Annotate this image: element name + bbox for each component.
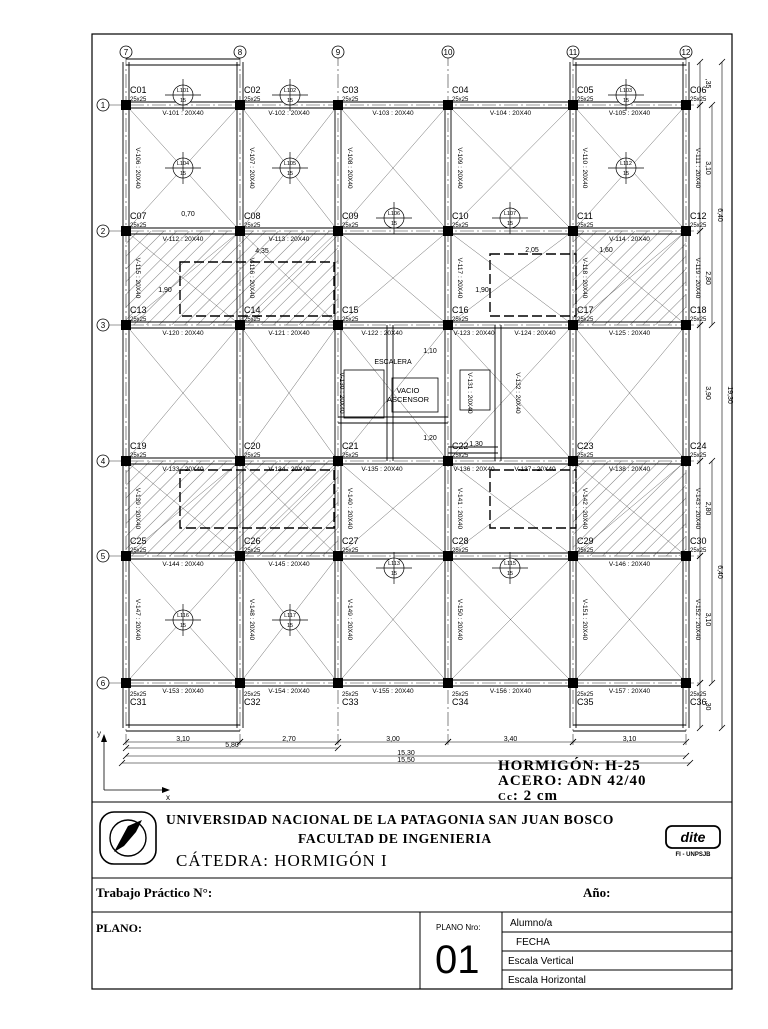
beam-label: V-125 : 20X40 [608, 330, 651, 337]
axis-label: 2 [100, 227, 106, 236]
column-id: C12 [690, 211, 707, 221]
column-size: 25x25 [244, 97, 261, 103]
axis-x-label: x [166, 793, 170, 802]
column-id: C02 [244, 85, 261, 95]
column-size: 25x25 [244, 548, 261, 554]
column-id: C32 [244, 697, 261, 707]
column-id: C05 [577, 85, 594, 95]
slab-id: L102 [283, 88, 297, 94]
axis-label: 11 [568, 48, 578, 57]
column-size: 25x25 [130, 453, 147, 459]
hatched-slab [126, 461, 338, 556]
beam-label: V-139 : 20X40 [134, 487, 141, 530]
year-label: Año: [583, 885, 611, 900]
column-id: C27 [342, 536, 359, 546]
column-size: 25x25 [452, 223, 469, 229]
scale-vertical-label: Escala Vertical [508, 956, 574, 967]
cover-value: : 2 cm [512, 788, 558, 804]
axis-label: 7 [123, 48, 129, 57]
beam-label: V-118 : 20X40 [581, 257, 588, 299]
column-size: 25x25 [690, 223, 707, 229]
slab-thickness: 15 [390, 221, 398, 227]
column-size: 25x25 [577, 223, 594, 229]
axis-label: 9 [335, 48, 341, 57]
column-id: C25 [130, 536, 147, 546]
dimension-text: 3,00 [386, 736, 400, 743]
slab-thickness: 15 [286, 98, 294, 104]
column-size: 25x25 [244, 223, 261, 229]
column-size: 25x25 [244, 453, 261, 459]
column-size: 25x25 [577, 453, 594, 459]
beam-label: V-108 : 20X40 [346, 147, 353, 189]
column-size: 25x25 [342, 692, 359, 698]
dimension-text: 3,10 [176, 736, 190, 743]
slab-thickness: 15 [622, 171, 630, 177]
beam-label: V-136 : 20X40 [453, 466, 495, 473]
column-id: C14 [244, 305, 261, 315]
dimension-text: 3,10 [704, 612, 711, 627]
beam-label: V-137 : 20X40 [514, 466, 556, 473]
slab-thickness: 15 [286, 171, 294, 177]
column-id: C21 [342, 441, 359, 451]
column-size: 25x25 [690, 692, 707, 698]
elevator-label: ASCENSOR [386, 395, 430, 404]
column-id: C20 [244, 441, 261, 451]
tp-label: Trabajo Práctico N°: [96, 885, 213, 900]
column-id: C19 [130, 441, 147, 451]
column-id: C23 [577, 441, 594, 451]
column-size: 25x25 [452, 548, 469, 554]
column-id: C10 [452, 211, 469, 221]
beam-label: V-140 : 20X40 [346, 487, 353, 530]
dimension-text: 1,30 [469, 441, 483, 448]
column-id: C09 [342, 211, 359, 221]
slab-id: L104 [176, 161, 190, 167]
beam-label: V-142 : 20X40 [581, 487, 588, 530]
beam-label: V-116 : 20X40 [248, 257, 255, 299]
column-size: 25x25 [244, 692, 261, 698]
beam-label: V-141 : 20X40 [456, 487, 463, 530]
dimension-text: 2,05 [525, 247, 539, 254]
beam-label: V-131 : 20X40 [466, 372, 473, 414]
dimension-text: ,35 [704, 78, 711, 89]
opening-outline [490, 254, 576, 316]
column-id: C34 [452, 697, 469, 707]
column-id: C08 [244, 211, 261, 221]
column-size: 25x25 [577, 97, 594, 103]
beam-label: V-119 : 20X40 [694, 257, 701, 299]
cover-prefix: Cc [498, 791, 513, 803]
beam-label: V-156 : 20X40 [489, 688, 532, 695]
column-id: C03 [342, 85, 359, 95]
column-id: C31 [130, 697, 147, 707]
axis-label: 3 [100, 321, 106, 330]
dite-logo-text: dite [680, 829, 706, 845]
chair-name: CÁTEDRA: HORMIGÓN I [176, 851, 388, 870]
dimension-text: 2,80 [704, 271, 711, 285]
column-size: 25x25 [690, 317, 707, 323]
column-size: 25x25 [130, 97, 147, 103]
column-id: C06 [690, 85, 707, 95]
column-id: C26 [244, 536, 261, 546]
beam-label: V-143 : 20X40 [694, 487, 701, 530]
beam-label: V-111 : 20X40 [694, 147, 701, 189]
column-size: 25x25 [342, 548, 359, 554]
column-id: C36 [690, 697, 707, 707]
column [333, 678, 343, 688]
slab-thickness: 15 [179, 171, 187, 177]
axis-label: 8 [237, 48, 243, 57]
beam-label: V-101 : 20X40 [162, 110, 204, 117]
beam-label: V-117 : 20X40 [456, 257, 463, 299]
plan-no: 01 [435, 938, 480, 982]
beam-label: V-149 : 20X40 [346, 598, 353, 641]
dimension-text: 6,40 [716, 565, 723, 579]
beam-label: V-152 : 20X40 [694, 598, 701, 641]
dimension-text: 4,35 [255, 248, 269, 255]
beam-label: V-114 : 20X40 [609, 236, 650, 243]
column-size: 25x25 [690, 97, 707, 103]
beam-label: V-151 : 20X40 [581, 598, 588, 641]
beam-label: V-102 : 20X40 [268, 110, 310, 117]
beam-label: V-154 : 20X40 [268, 688, 310, 695]
beam-label: V-132 : 20X40 [514, 372, 521, 414]
dimension-text: ,30 [704, 700, 711, 711]
beam-label: V-115 : 20X40 [134, 257, 141, 299]
column-id: C13 [130, 305, 147, 315]
stair-opening [344, 370, 384, 418]
dimension-text: 15,50 [397, 757, 415, 764]
slab-id: L117 [284, 613, 296, 619]
slab-thickness: 15 [622, 98, 630, 104]
column [121, 678, 131, 688]
dimension-text: 15,30 [397, 750, 415, 757]
beam-label: V-133 : 20X40 [162, 466, 204, 473]
column-id: C35 [577, 697, 594, 707]
dimension-text: 1,60 [599, 247, 613, 254]
slab-id: L116 [177, 613, 189, 619]
column-id: C24 [690, 441, 707, 451]
beam-label: V-124 : 20X40 [514, 330, 556, 337]
beam-label: V-150 : 20X40 [456, 598, 463, 641]
column [443, 678, 453, 688]
column-size: 25x25 [130, 317, 147, 323]
column-id: C04 [452, 85, 469, 95]
arrow-head-icon [101, 734, 107, 742]
dimension-text: 6,40 [716, 208, 723, 222]
void-label: VACIO [396, 386, 420, 395]
beam-label: V-145 : 20X40 [268, 561, 310, 568]
dimension-text: 2,80 [704, 501, 711, 516]
dimension-text: 1,10 [423, 348, 437, 355]
beam-label: V-138 : 20X40 [608, 466, 651, 473]
column-id: C18 [690, 305, 707, 315]
dimension-text: 1,90 [475, 287, 489, 294]
column-id: C01 [130, 85, 147, 95]
slab-id: L106 [387, 211, 401, 217]
beam-label: V-105 : 20X40 [608, 110, 651, 117]
column-id: C15 [342, 305, 359, 315]
steel-spec: ACERO: ADN 42/40 [498, 773, 647, 789]
column [681, 678, 691, 688]
dimension-text: 3,90 [704, 386, 711, 400]
axis-label: 10 [443, 48, 453, 57]
beam-label: V-107 : 20X40 [248, 147, 255, 189]
column-size: 25x25 [130, 548, 147, 554]
faculty-name: FACULTAD DE INGENIERIA [298, 831, 492, 846]
stair-label: ESCALERA [374, 359, 412, 366]
column-id: C07 [130, 211, 147, 221]
dite-logo-subtext: FI - UNPSJB [675, 852, 711, 858]
slab-thickness: 15 [286, 623, 294, 629]
column-size: 25x25 [452, 97, 469, 103]
slab-id: L105 [283, 161, 297, 167]
axis-label: 4 [100, 457, 106, 466]
beam-label: V-103 : 20X40 [372, 110, 414, 117]
scale-horizontal-label: Escala Horizontal [508, 975, 586, 986]
slab-id: L103 [619, 88, 633, 94]
beam-label: V-106 : 20X40 [134, 147, 141, 189]
column-size: 25x25 [130, 223, 147, 229]
slab-id: L101 [176, 88, 190, 94]
slab-thickness: 15 [179, 623, 187, 629]
column-size: 25x25 [690, 548, 707, 554]
beam-label: V-153 : 20X40 [162, 688, 204, 695]
axis-y-label: y [97, 729, 101, 738]
column-size: 25x25 [452, 453, 469, 459]
beam-label: V-104 : 20X40 [489, 110, 532, 117]
axis-label: 1 [100, 101, 106, 110]
beam-label: V-113 : 20X40 [268, 236, 310, 243]
dimension-text: 5,80 [225, 742, 239, 749]
column [568, 678, 578, 688]
column-id: C17 [577, 305, 594, 315]
column-id: C22 [452, 441, 469, 451]
axis-label: 12 [681, 48, 691, 57]
university-name: UNIVERSIDAD NACIONAL DE LA PATAGONIA SAN JUAN BOSCO [166, 812, 615, 827]
plan-no-label: PLANO Nro: [436, 923, 481, 932]
column-id: C29 [577, 536, 594, 546]
dimension-text: 19,30 [726, 386, 733, 404]
dimension-text: 3,10 [622, 736, 637, 743]
dimension-text: 3,40 [503, 736, 518, 743]
axis-label: 6 [100, 679, 106, 688]
column [235, 678, 245, 688]
beam-label: V-130 : 20X40 [338, 372, 345, 414]
slab-id: L107 [503, 211, 517, 217]
opening-outline [490, 470, 576, 528]
dimension-text: 1,90 [158, 287, 172, 294]
beam-label: V-135 : 20X40 [361, 466, 403, 473]
slab-id: L113 [388, 561, 400, 567]
beam-label: V-134 : 20X40 [268, 466, 310, 473]
beam-label: V-123 : 20X40 [453, 330, 495, 337]
dimension-text: 2,70 [282, 736, 296, 743]
column-size: 25x25 [577, 692, 594, 698]
beam-label: V-112 : 20X40 [162, 236, 204, 243]
column-size: 25x25 [452, 692, 469, 698]
column-size: 25x25 [577, 548, 594, 554]
column-id: C33 [342, 697, 359, 707]
beam-label: V-110 : 20X40 [581, 147, 588, 189]
student-label: Alumno/a [510, 918, 553, 929]
column-size: 25x25 [244, 317, 261, 323]
beam-label: V-147 : 20X40 [134, 598, 141, 641]
beam-label: V-121 : 20X40 [268, 330, 310, 337]
column-size: 25x25 [130, 692, 147, 698]
column-id: C16 [452, 305, 469, 315]
column-size: 25x25 [342, 223, 359, 229]
column-id: C30 [690, 536, 707, 546]
date-label: FECHA [516, 937, 550, 948]
axis-label: 5 [100, 552, 106, 561]
plan-label: PLANO: [96, 921, 142, 935]
column-size: 25x25 [452, 317, 469, 323]
dimension-text: 3,10 [704, 161, 711, 175]
column-size: 25x25 [690, 453, 707, 459]
beam-label: V-122 : 20X40 [361, 330, 403, 337]
column-size: 25x25 [342, 453, 359, 459]
beam-label: V-157 : 20X40 [608, 688, 651, 695]
concrete-spec: HORMIGÓN: H-25 [498, 758, 641, 774]
beam-label: V-146 : 20X40 [608, 561, 651, 568]
beam-label: V-148 : 20X40 [248, 598, 255, 641]
column-id: C11 [577, 211, 593, 221]
column-size: 25x25 [342, 97, 359, 103]
column-id: C28 [452, 536, 469, 546]
hatched-slab [126, 231, 338, 325]
shaft-opening [460, 370, 490, 410]
beam-label: V-109 : 20X40 [456, 147, 463, 189]
slab-thickness: 15 [390, 571, 398, 577]
beam-label: V-144 : 20X40 [162, 561, 204, 568]
slab-thickness: 15 [179, 98, 187, 104]
column-size: 25x25 [577, 317, 594, 323]
beam-label: V-155 : 20X40 [372, 688, 414, 695]
cover-spec [498, 788, 558, 805]
slab-thickness: 15 [506, 221, 514, 227]
slab-thickness: 15 [506, 571, 514, 577]
dimension-text: 1,20 [423, 435, 437, 442]
column-size: 25x25 [342, 317, 359, 323]
slab-id: L112 [620, 161, 632, 167]
beam-label: V-120 : 20X40 [162, 330, 204, 337]
slab-id: L115 [504, 561, 516, 567]
dimension-text: 0,70 [181, 211, 195, 218]
bird-icon [114, 820, 142, 852]
